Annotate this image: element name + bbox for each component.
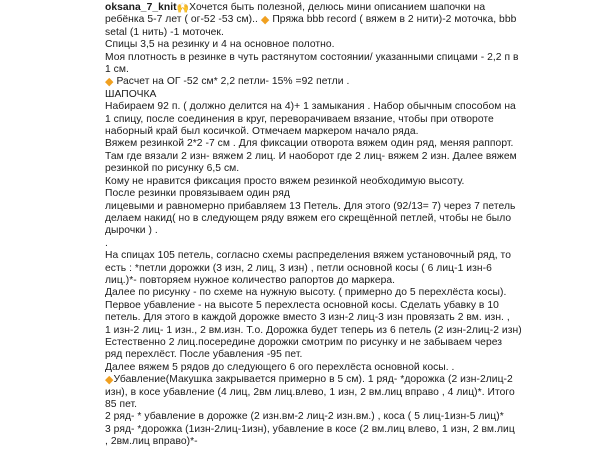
caption-text: Естественно 2 лиц.посередине дорожки смотрим по рисунку и не забываем через [105, 336, 503, 348]
caption-line-12 [105, 138, 597, 150]
caption-line-1 [105, 2, 597, 14]
caption-text: лиц.)*- повторяем нужное количество рапортов до маркера. [105, 274, 396, 286]
caption-text: 3 ряд- *дорожка (1изн-2лиц-1изн), убавление в косе (2 вм.лиц влево, 1 изн, 2 вм.лиц [105, 423, 515, 435]
caption-line-24 [105, 287, 597, 299]
caption-text: 1 спицу, после соединения в круг, переворачиваем вязание, чтобы при отвороте [105, 113, 494, 125]
caption-text: 1 изн-2 лиц- 1 изн., 2 вм.изн. Т.о. Дорожка будет теперь из 6 петель (2 изн-2лиц-2 изн) [105, 324, 522, 336]
caption-text: На спицах 105 петель, согласно схемы распределения вяжем установочный ряд, то [105, 250, 511, 262]
caption-line-18 [105, 213, 597, 225]
caption-line-15 [105, 176, 597, 188]
caption-text: Вяжем резинкой 2*2 -7 см . Для фиксации отворота вяжем один ряд, меняя раппорт. [105, 138, 514, 150]
caption-text: изн), в косе убавление (4 лиц, 2вм лиц.влево, 1 изн, 2 вм.лиц вправо , 4 лиц)*. Итого [105, 386, 515, 398]
caption-line-13 [105, 151, 597, 163]
caption-line-6 [105, 64, 597, 76]
caption-text: 2 ряд- * убавление в дорожке (2 изн.вм-2 лиц-2 изн.вм.) , коса ( 5 лиц-1изн-5 лиц)* [105, 411, 504, 423]
caption-text: Первое убавление - на высоте 5 перехлеста основной косы. Сделать убавку в 10 [105, 299, 499, 311]
caption-text: , 2вм.лиц вправо)*- [105, 436, 198, 448]
caption-line-7 [105, 76, 597, 88]
caption-line-36 [105, 436, 597, 448]
caption-text: Пряжа bbb record ( вяжем в 2 нити)-2 моточка, bbb [272, 14, 517, 26]
caption-text: делаем накид( но в следующем ряду вяжем его скрещённой петлей, чтобы не было [105, 212, 512, 224]
caption-line-3 [105, 27, 597, 39]
caption-line-10 [105, 114, 597, 126]
caption-line-31 [105, 374, 597, 386]
caption-text: Далее по рисунку - по схеме на нужную высоту. ( примерно до 5 перехлёста косы). [105, 287, 507, 299]
caption-text: setal (1 нить) -1 моточек. [105, 26, 224, 38]
caption-line-27 [105, 325, 597, 337]
caption-line-5 [105, 52, 597, 64]
caption-line-11 [105, 126, 597, 138]
post-caption [105, 2, 597, 449]
caption-text: Хочется быть полезной, делюсь мини описанием шапочки на [189, 2, 486, 13]
caption-text: После резинки провязываем один ряд [105, 188, 290, 200]
caption-text: Моя плотность в резинке в чуть растянутом состоянии/ указанными спицами - 2,2 п в [105, 51, 519, 63]
caption-line-14 [105, 163, 597, 175]
section-title [105, 89, 597, 101]
caption-line-29 [105, 349, 597, 361]
section-title-text: ШАПОЧКА [105, 88, 157, 100]
caption-line-26 [105, 312, 597, 324]
caption-text: 85 пет. [105, 399, 138, 410]
caption-line-28 [105, 337, 597, 349]
caption-line-21 [105, 250, 597, 262]
caption-line-17 [105, 201, 597, 213]
caption-line-19 [105, 225, 597, 237]
caption-line-32 [105, 387, 597, 399]
caption-text: резинкой по рисунку 6,5 см. [105, 163, 240, 175]
caption-line-4 [105, 39, 597, 51]
caption-line-34 [105, 411, 597, 423]
caption-line-2 [105, 14, 597, 26]
caption-line-25 [105, 300, 597, 312]
caption-text: наборный край был косичкой. Отмечаем маркером начало ряда. [105, 126, 419, 138]
orange-diamond-icon: ◆ [260, 14, 270, 27]
caption-text: Там где вязали 2 изн- вяжем 2 лиц. И наоборот где 2 лиц- вяжем 2 изн. Далее вяжем [105, 150, 517, 162]
caption-text: ребёнка 5-7 лет ( ог-52 -53 см).. [105, 14, 258, 26]
caption-line-22 [105, 263, 597, 275]
caption-line-20 [105, 238, 597, 250]
username-link[interactable]: oksana_7_knit [105, 2, 177, 13]
caption-text: ряд перехлёст. После убавления -95 пет. [105, 349, 303, 361]
caption-text: Кому не нравится фиксация просто вяжем резинкой необходимую высоту. [105, 175, 465, 187]
caption-line-30 [105, 362, 597, 374]
caption-text: лицевыми и равномерно прибавляем 13 Петель. Для этого (92/13= 7) через 7 петель [105, 200, 516, 212]
caption-text: . [105, 237, 108, 249]
caption-line-16 [105, 188, 597, 200]
caption-line-23 [105, 275, 597, 287]
caption-line-35 [105, 424, 597, 436]
caption-text: Набираем 92 п. ( должно делится на 4)+ 1 замыкания . Набор обычным способом на [105, 101, 516, 113]
caption-text: дырочки ) . [105, 225, 158, 237]
caption-text: петель. Для этого в каждой дорожке вместо 3 изн-2 лиц-3 изн провязать 2 вм. изн. , [105, 312, 510, 324]
raised-hands-emoji-icon: 🙌 [176, 3, 190, 14]
caption-text: есть : *петли дорожки (3 изн, 2 лиц, 3 изн) , петли основной косы ( 6 лиц-1 изн-6 [105, 262, 492, 274]
caption-text: Далее вяжем 5 рядов до следующего 6 ого перехлёста основной косы. . [105, 361, 455, 373]
caption-text: Расчет на ОГ -52 см* 2,2 петли- 15% =92 петли . [116, 76, 350, 88]
caption-text: Убавление(Макушка закрывается примерно в 5 см). 1 ряд- *дорожка (2 изн-2лиц-2 [113, 374, 513, 386]
caption-text: Спицы 3,5 на резинку и 4 на основное полотно. [105, 39, 335, 51]
orange-diamond-icon: ◆ [105, 76, 114, 89]
caption-line-9 [105, 101, 597, 113]
caption-text: 1 см. [105, 64, 129, 76]
caption-line-33 [105, 399, 597, 411]
orange-diamond-icon: ◆ [105, 374, 114, 387]
